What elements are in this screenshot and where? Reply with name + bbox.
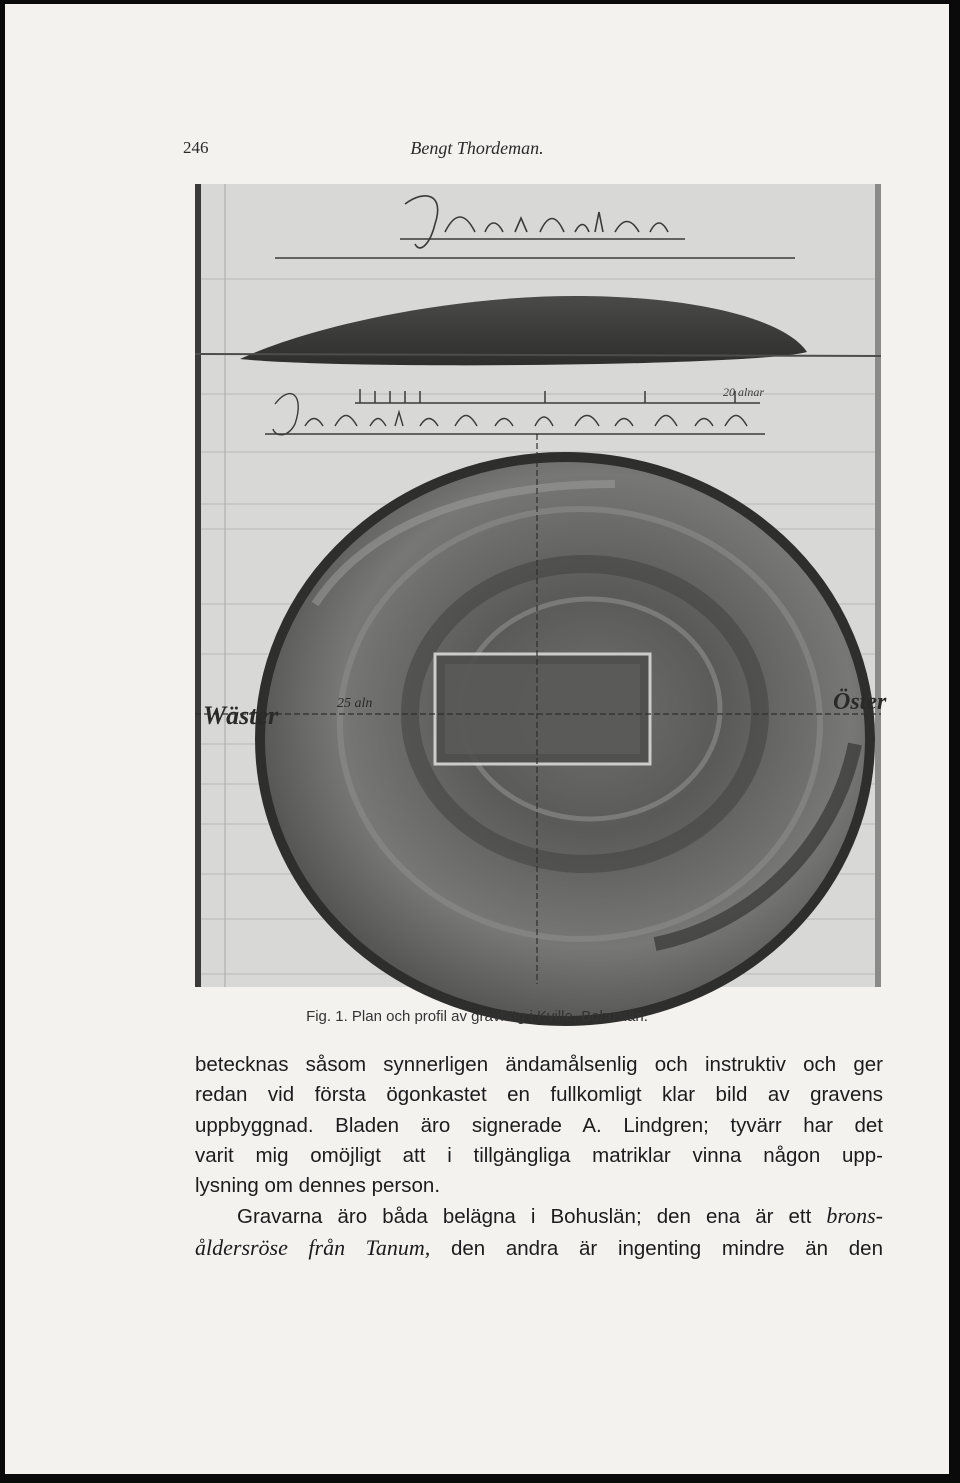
scale-bar <box>355 389 760 403</box>
text-line: lysning om dennes person. <box>195 1174 441 1198</box>
italic-text: åldersröse från Tanum, <box>195 1234 431 1260</box>
grave-mound-drawing <box>195 184 887 987</box>
measure-label: 25 aln <box>337 696 373 711</box>
scale-label: 20 alnar <box>723 385 765 399</box>
mound-plan <box>195 434 881 1021</box>
west-label: Wäster <box>203 701 279 730</box>
east-label: Öster <box>833 689 887 715</box>
text-line: varit mig omöjligt att i tillgängliga matriklar vinna någon upp- <box>195 1143 883 1167</box>
handwritten-plan-label <box>265 394 765 435</box>
text-line <box>195 1233 883 1264</box>
italic-text: brons- <box>826 1203 883 1229</box>
text-line: uppbyggnad. Bladen äro signerade A. Lindgren; tyvärr har det <box>195 1113 883 1137</box>
text-span: Gravarna äro båda belägna i Bohuslän; den ena är ett <box>237 1205 812 1229</box>
body-text <box>195 1050 883 1264</box>
book-page <box>5 4 949 1474</box>
page-number: 246 <box>183 138 209 157</box>
text-line: betecknas såsom synnerligen ändamålsenlig och instruktiv och ger <box>195 1053 883 1076</box>
handwritten-profile-label <box>275 196 795 258</box>
running-head: Bengt Thordeman. <box>410 138 544 158</box>
text-line: redan vid första ögonkastet en fullkomligt klar bild av gravens <box>195 1083 883 1107</box>
figure-caption: Fig. 1. Plan och profil av gravhög i Kville, Bohuslän. <box>306 1008 648 1025</box>
text-line <box>195 1201 883 1232</box>
figure-plate <box>195 184 887 987</box>
text-span: den andra är ingenting mindre än den <box>450 1236 883 1260</box>
